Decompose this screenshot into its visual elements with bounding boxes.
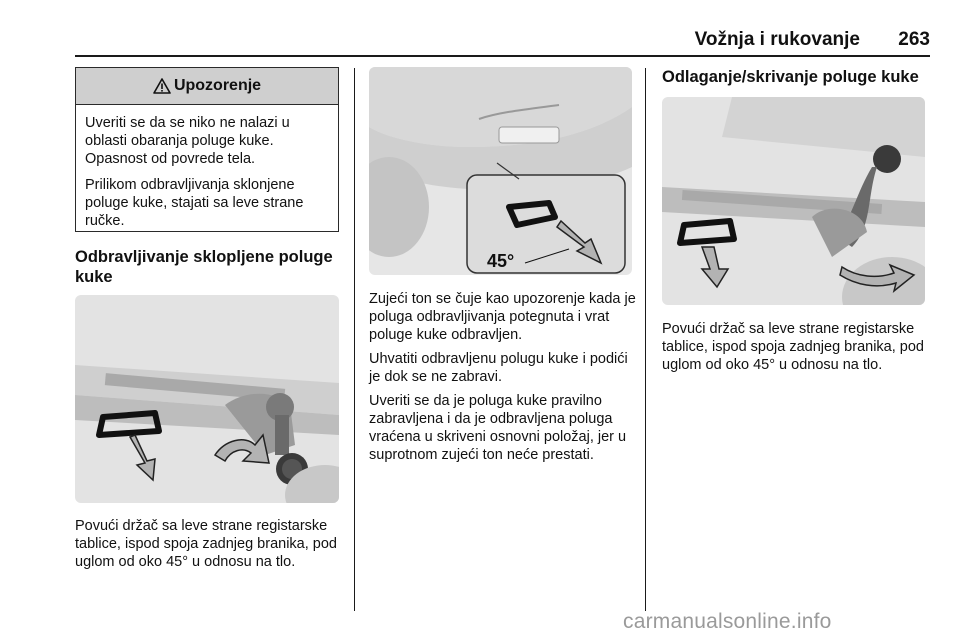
instruction-paragraph: Uveriti se da je poluga kuke pravilno zabravljena i da je odbravljena poluga vraćena u skriveni osnovni položaj, jer u suprotnom zujeći ton neće prestati. bbox=[369, 393, 627, 463]
illustration-stow-tow-hook bbox=[662, 97, 925, 305]
angle-label: 45° bbox=[487, 251, 515, 271]
illustration-pull-release-handle bbox=[75, 295, 339, 503]
watermark: carmanualsonline.info bbox=[623, 610, 832, 633]
column-divider-1 bbox=[354, 68, 355, 611]
heading-unlock-hook-lever: Odbravljivanje sklopljene poluge kuke bbox=[75, 248, 333, 286]
column-divider-2 bbox=[645, 68, 646, 611]
warning-triangle-icon bbox=[153, 78, 171, 94]
instruction-paragraph: Uhvatiti odbravljenu polugu kuke i podići je dok se ne zabravi. bbox=[369, 351, 628, 385]
instruction-text: Povući držač sa leve strane registarske tablice, ispod spoja zadnjeg branika, pod uglom od oko 45° u odnosu na tlo. bbox=[75, 518, 337, 570]
page-number: 263 bbox=[898, 29, 930, 50]
warning-title: Upozorenje bbox=[173, 77, 262, 94]
header-rule bbox=[75, 55, 930, 57]
instruction-paragraph: Zujeći ton se čuje kao upozorenje kada je poluga odbravljivanja potegnuta i vrat poluge kuke odbravljen. bbox=[369, 291, 636, 343]
warning-header bbox=[76, 68, 338, 105]
illustration-rear-bumper-45-degrees bbox=[369, 67, 632, 275]
section-title: Vožnja i rukovanje bbox=[694, 29, 860, 50]
warning-box bbox=[75, 67, 339, 232]
warning-paragraph: Prilikom odbravljivanja sklonjene poluge kuke, stajati sa leve strane ručke. bbox=[85, 177, 304, 229]
instruction-text: Povući držač sa leve strane registarske tablice, ispod spoja zadnjeg branika, pod uglom od oko 45° u odnosu na tlo. bbox=[662, 321, 924, 373]
col2-text bbox=[369, 290, 639, 470]
warning-paragraph: Uveriti se da se niko ne nalazi u oblasti obaranja poluge kuke. Opasnost od povrede tela. bbox=[85, 115, 290, 167]
heading-stow-hook-lever: Odlaganje/skrivanje poluge kuke bbox=[662, 68, 919, 86]
